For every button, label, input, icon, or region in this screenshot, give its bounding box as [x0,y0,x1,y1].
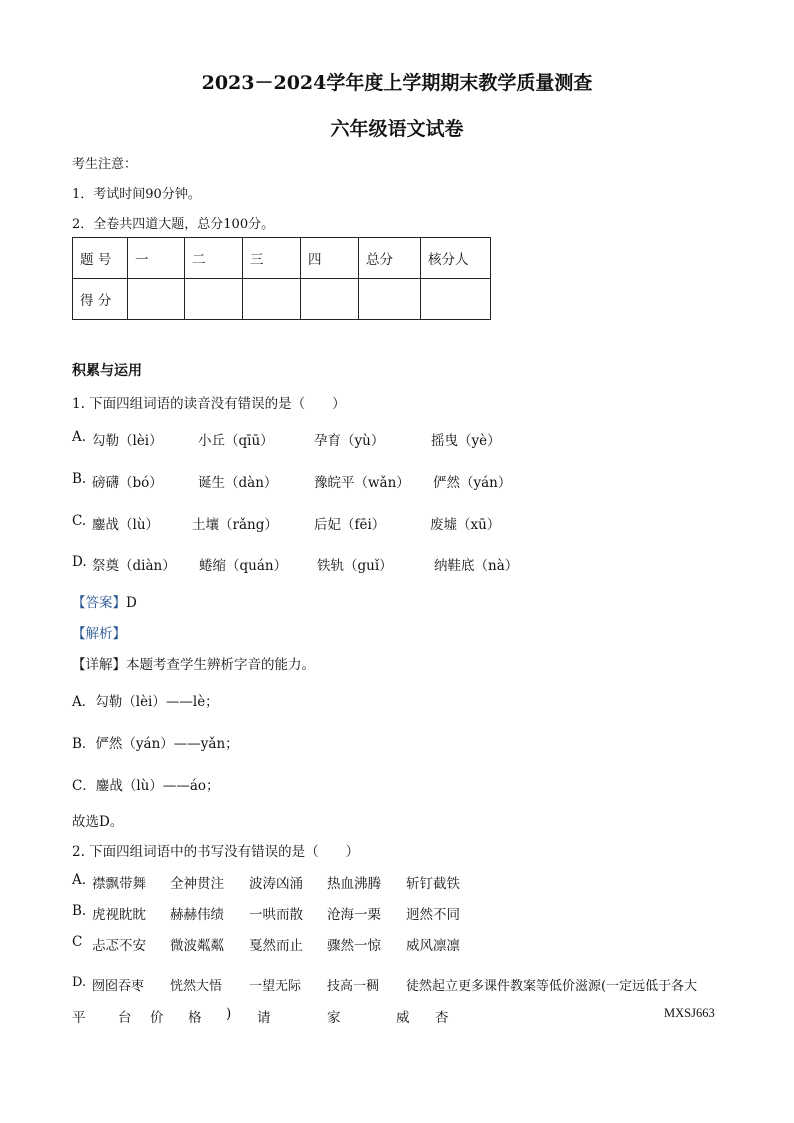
option-item: 蜷缩（quán） [199,558,288,574]
option-item: 骤然一惊 [327,938,381,954]
option-item: 虎视眈眈 [92,907,146,923]
option-letter: B. [72,471,87,487]
q2-option-c [72,934,460,954]
analysis-line-b: B．俨然（yán）——yǎn； [72,736,239,752]
option-item: 戛然而止 [249,938,303,954]
option-item: 一哄而散 [249,907,303,923]
option-letter: A. [72,872,87,888]
option-letter: C [72,934,83,950]
q1-option-d [72,554,519,574]
option-item: 一望无际 [249,979,302,994]
score-table-score-row [73,279,491,320]
option-item: 祭奠（diàn） [92,558,176,574]
option-item: 襟飘带舞 [92,876,146,892]
q2-stem: 2. 下面四组词语中的书写没有错误的是（ ） [72,844,360,860]
q2-option-b [72,903,460,923]
option-letter: C. [72,513,87,529]
score-cell[interactable] [128,279,185,320]
exam-subtitle: 六年级语文试卷 [330,118,464,140]
score-row-label: 得 分 [73,279,128,320]
score-header-cell: 三 [243,238,301,279]
analysis-label: 【解析】 [72,626,126,642]
option-item: 徒然起立更多课件教案等低价滋源(一定远低于各大 [406,979,698,994]
score-table-header-row [73,238,491,279]
option-item: 沧海一栗 [327,907,381,923]
option-item: 迥然不同 [406,907,460,923]
score-header-cell: 四 [301,238,359,279]
score-cell[interactable] [301,279,359,320]
analysis-line-c: C．鏖战（lù）——áo； [72,778,220,794]
footer-char: 威 [396,1010,410,1026]
option-letter: D. [72,975,87,990]
footer-char: 格 [188,1010,202,1026]
option-item: 全神贯注 [170,876,224,892]
analysis-conclusion: 故选D。 [72,814,124,830]
option-letter: B. [72,903,87,919]
notice-item-2: 2．全卷共四道大题，总分100分。 [72,217,275,232]
score-header-cell: 核分人 [421,238,491,279]
q1-option-b [72,471,512,491]
option-item: 波涛凶涌 [249,876,303,892]
option-item: 铁轨（guǐ） [317,558,393,574]
answer-line [72,591,137,611]
footer-char: ) [226,1006,232,1022]
q2-option-d [72,975,698,994]
option-item: 技高一稠 [327,979,380,994]
watermark-code: MXSJ663 [664,1006,715,1020]
option-item: 诞生（dàn） [198,475,278,491]
option-letter: D. [72,554,87,570]
answer-value: D [126,595,137,611]
option-item: 恍然大悟 [170,979,223,994]
q1-option-c [72,513,501,533]
exam-title: 2023－2024学年度上学期期末教学质量测查 [201,72,593,94]
notice-item-1: 1．考试时间90分钟。 [72,187,201,202]
option-item: 斩钉截铁 [406,876,460,892]
option-item: 土壤（rǎng） [192,517,278,533]
q1-option-a [72,429,501,449]
footer-char: 杏 [435,1010,449,1026]
option-item: 热血沸腾 [327,876,381,892]
option-letter: A. [72,429,87,445]
score-header-cell: 题 号 [73,238,128,279]
option-item: 威风凛凛 [406,938,460,954]
score-cell[interactable] [359,279,421,320]
score-cell[interactable] [243,279,301,320]
option-item: 磅礴（bó） [92,475,163,491]
footer-char: 家 [327,1010,341,1026]
score-header-cell: 一 [128,238,185,279]
option-item: 摇曳（yè） [431,433,501,449]
option-item: 勾勒（lèi） [92,433,163,449]
option-item: 微波粼粼 [170,938,224,954]
q2-option-a [72,872,460,892]
notice-heading: 考生注意： [72,157,138,172]
score-cell[interactable] [421,279,491,320]
option-item: 囫囵吞枣 [92,979,145,994]
answer-label: 【答案】 [72,595,126,611]
detail-text: 【详解】本题考查学生辨析字音的能力。 [72,657,315,673]
score-table [72,237,491,320]
option-item: 俨然（yán） [433,475,512,491]
option-item: 孕育（yù） [314,433,385,449]
score-cell[interactable] [185,279,243,320]
option-item: 废墟（xū） [430,517,501,533]
footer-char: 台 [118,1010,132,1026]
q1-stem: 1. 下面四组词语的读音没有错误的是（ ） [72,396,346,412]
section-title: 积累与运用 [72,363,142,379]
score-header-cell: 总分 [359,238,421,279]
score-header-cell: 二 [185,238,243,279]
option-item: 后妃（fēi） [314,517,386,533]
analysis-line-a: A．勾勒（lèi）——lè； [72,694,219,710]
footer-char: 价 [150,1010,164,1026]
option-item: 小丘（qīū） [198,433,274,449]
footer-char: 请 [257,1010,271,1026]
option-item: 纳鞋底（nà） [434,558,519,574]
option-item: 赫赫伟绩 [170,907,224,923]
option-item: 鏖战（lù） [92,517,160,533]
option-item: 忐忑不安 [92,938,146,954]
option-item: 豫皖平（wǎn） [314,475,410,491]
footer-char: 平 [72,1010,86,1026]
